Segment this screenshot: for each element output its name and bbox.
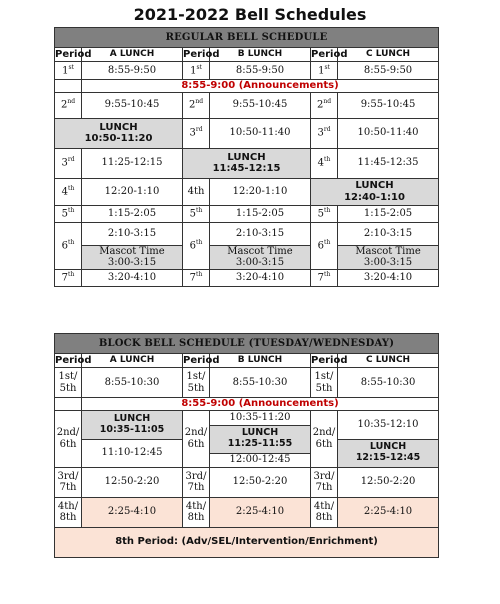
announcements-note: 8:55-9:00 (Announcements) — [82, 80, 439, 93]
period-time: 8:55-10:30 — [338, 368, 439, 398]
period-time: 8:55-9:50 — [338, 62, 439, 80]
period-time: 12:00-12:45 — [210, 453, 311, 467]
period-time: 1:15-2:05 — [210, 205, 311, 222]
period-label: 1st — [311, 62, 338, 80]
period-time: 10:50-11:40 — [338, 118, 439, 148]
period-time: 9:55-10:45 — [82, 92, 183, 118]
b-lunch-block: LUNCH 11:45-12:15 — [183, 148, 311, 178]
period-label: 1st — [55, 62, 82, 80]
regular-schedule-header: REGULAR BELL SCHEDULE — [55, 28, 439, 48]
announcements-note: 8:55-9:00 (Announcements) — [82, 398, 439, 411]
period-label: 5th — [55, 205, 82, 222]
period-label: 1st/ 5th — [311, 368, 338, 398]
period-time: 2:25-4:10 — [210, 497, 311, 527]
period-label: 1st/ 5th — [183, 368, 210, 398]
period-time: 3:20-4:10 — [338, 269, 439, 286]
period-time: 8:55-9:50 — [210, 62, 311, 80]
period-label: 2nd — [311, 92, 338, 118]
mascot-time-block: Mascot Time 3:00-3:15 — [82, 245, 183, 269]
period-column-header: Period — [55, 48, 92, 60]
a-lunch-block: LUNCH 10:50-11:20 — [55, 118, 183, 148]
period-time: 1:15-2:05 — [338, 205, 439, 222]
period-time: 2:25-4:10 — [82, 497, 183, 527]
b-lunch-column-header: B LUNCH — [210, 48, 311, 62]
period-time: 10:35-12:10 — [338, 410, 439, 439]
c-lunch-column-header: C LUNCH — [338, 354, 439, 368]
period-time: 3:20-4:10 — [82, 269, 183, 286]
period-label: 3rd — [183, 118, 210, 148]
eighth-period-note: 8th Period: (Adv/SEL/Intervention/Enrichment) — [55, 527, 439, 557]
period-label: 3rd — [55, 148, 82, 178]
a-lunch-column-header: A LUNCH — [82, 354, 183, 368]
period-time: 12:20-1:10 — [82, 178, 183, 205]
c-lunch-column-header: C LUNCH — [338, 48, 439, 62]
page-title: 2021-2022 Bell Schedules — [133, 5, 367, 24]
period-label: 7th — [183, 269, 210, 286]
period-time: 8:55-10:30 — [82, 368, 183, 398]
period-time: 11:45-12:35 — [338, 148, 439, 178]
period-time: 12:50-2:20 — [210, 467, 311, 497]
period-label: 2nd/ 6th — [183, 410, 210, 467]
period-time: 2:10-3:15 — [82, 222, 183, 245]
period-time: 10:35-11:20 — [210, 410, 311, 425]
period-label: 6th — [311, 222, 338, 269]
period-time: 8:55-9:50 — [82, 62, 183, 80]
period-time: 11:25-12:15 — [82, 148, 183, 178]
period-label: 2nd — [183, 92, 210, 118]
c-lunch-block: LUNCH 12:40-1:10 — [311, 178, 439, 205]
period-label: 3rd — [311, 118, 338, 148]
period-label: 4th — [55, 178, 82, 205]
mascot-time-block: Mascot Time 3:00-3:15 — [210, 245, 311, 269]
period-label: 1st/ 5th — [55, 368, 82, 398]
c-lunch-block: LUNCH 12:15-12:45 — [338, 439, 439, 467]
period-time: 2:10-3:15 — [338, 222, 439, 245]
b-lunch-column-header: B LUNCH — [210, 354, 311, 368]
period-label: 4th/ 8th — [55, 497, 82, 527]
period-time: 2:10-3:15 — [210, 222, 311, 245]
period-label: 5th — [183, 205, 210, 222]
period-time: 11:10-12:45 — [82, 439, 183, 467]
a-lunch-block: LUNCH 10:35-11:05 — [82, 410, 183, 439]
period-column-header: Period — [311, 354, 348, 366]
period-label: 4th/ 8th — [183, 497, 210, 527]
period-time: 9:55-10:45 — [338, 92, 439, 118]
a-lunch-column-header: A LUNCH — [82, 48, 183, 62]
period-time: 1:15-2:05 — [82, 205, 183, 222]
period-label: 7th — [311, 269, 338, 286]
period-time: 9:55-10:45 — [210, 92, 311, 118]
period-label: 2nd/ 6th — [311, 410, 338, 467]
period-time: 3:20-4:10 — [210, 269, 311, 286]
period-time: 2:25-4:10 — [338, 497, 439, 527]
period-label: 3rd/ 7th — [183, 467, 210, 497]
period-time: 10:50-11:40 — [210, 118, 311, 148]
period-column-header: Period — [311, 48, 348, 60]
period-column-header: Period — [183, 354, 220, 366]
period-column-header: Period — [55, 354, 92, 366]
period-label: 4th — [311, 148, 338, 178]
period-label: 6th — [55, 222, 82, 269]
period-label: 3rd/ 7th — [55, 467, 82, 497]
period-label: 1st — [183, 62, 210, 80]
period-label: 7th — [55, 269, 82, 286]
period-label: 3rd/ 7th — [311, 467, 338, 497]
period-label: 4th/ 8th — [311, 497, 338, 527]
block-schedule-header: BLOCK BELL SCHEDULE (TUESDAY/WEDNESDAY) — [55, 334, 439, 354]
period-label: 6th — [183, 222, 210, 269]
block-schedule-table — [54, 333, 439, 558]
period-time: 12:50-2:20 — [338, 467, 439, 497]
period-time: 12:20-1:10 — [210, 178, 311, 205]
period-label: 5th — [311, 205, 338, 222]
period-label: 2nd — [55, 92, 82, 118]
period-time: 12:50-2:20 — [82, 467, 183, 497]
period-label: 2nd/ 6th — [55, 410, 82, 467]
period-label: 4th — [183, 178, 210, 205]
period-time: 8:55-10:30 — [210, 368, 311, 398]
period-column-header: Period — [183, 48, 220, 60]
regular-schedule-table — [54, 27, 439, 287]
mascot-time-block: Mascot Time 3:00-3:15 — [338, 245, 439, 269]
b-lunch-block: LUNCH 11:25-11:55 — [210, 425, 311, 453]
